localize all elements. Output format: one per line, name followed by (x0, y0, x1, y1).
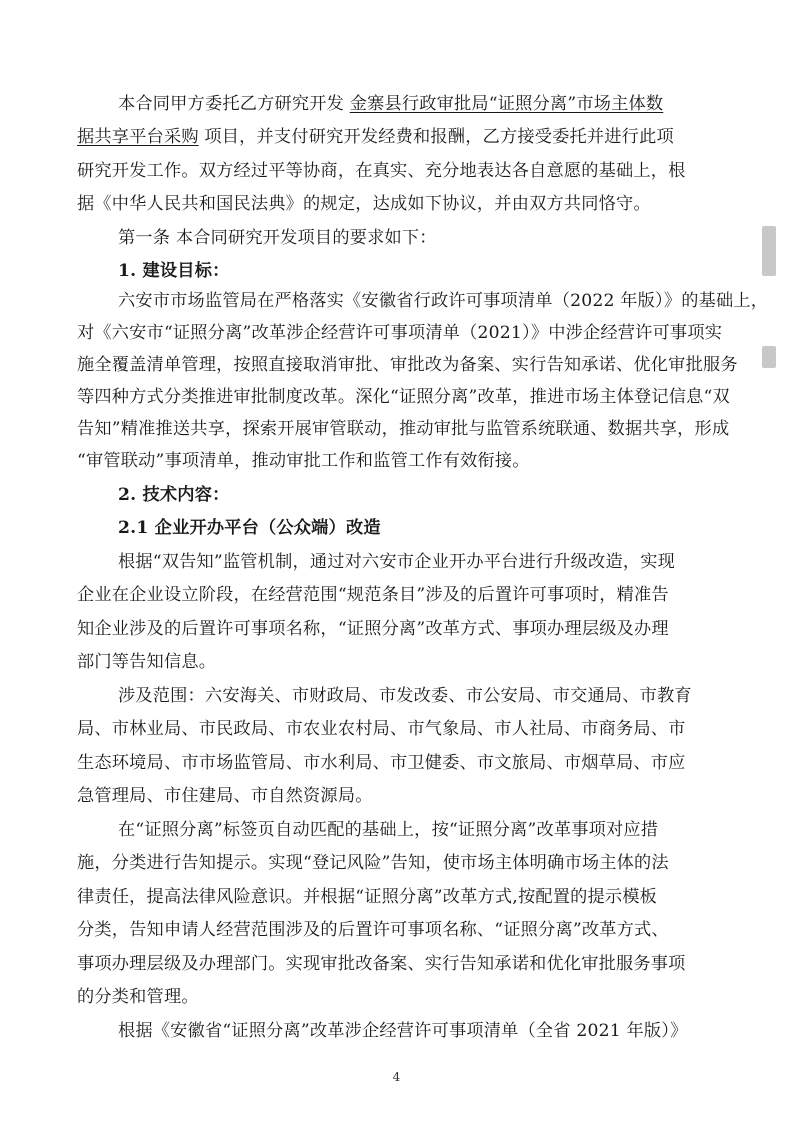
notice-line-5: 事项办理层级及办理部门。实现审批改备案、实行告知承诺和优化审批服务事项 (77, 954, 686, 974)
article-1-heading: 第一条 本合同研究开发项目的要求如下： (118, 228, 437, 248)
tech-line-2: 企业在企业设立阶段，在经营范围“规范条目”涉及的后置许可事项时，精准告 (77, 585, 669, 605)
project-name-underlined: 金寨县行政审批局“证照分离”市场主体数 (349, 94, 664, 114)
tech-line-1: 根据“双告知”监管机制，通过对六安市企业开办平台进行升级改造，实现 (118, 552, 675, 572)
scope-line-2: 局、市林业局、市民政局、市农业农村局、市气象局、市人社局、市商务局、市 (77, 719, 686, 739)
goal-line-1: 六安市市场监管局在严格落实《安徽省行政许可事项清单（2022 年版）》的基础上， (118, 291, 769, 311)
scope-line-3: 生态环境局、市市场监管局、市水利局、市卫健委、市文旅局、市烟草局、市应 (77, 753, 686, 773)
intro-text-cont: 项目，并支付研究开发经费和报酬，乙方接受委托并进行此项 (198, 127, 674, 147)
notice-line-2: 施，分类进行告知提示。实现“登记风险”告知，使市场主体明确市场主体的法 (77, 853, 669, 873)
intro-line-3: 研究开发工作。双方经过平等协商，在真实、充分地表达各自意愿的基础上，根 (77, 161, 686, 181)
intro-line-1 (118, 93, 663, 115)
basis-line-1: 根据《安徽省“证照分离”改革涉企经营许可事项清单（全省 2021 年版）》 (118, 1021, 688, 1041)
notice-line-4: 分类，告知申请人经营范围涉及的后置许可事项名称、“证照分离”改革方式、 (77, 920, 669, 940)
subsection-heading-2-1: 2.1 企业开办平台（公众端）改造 (118, 518, 381, 538)
page-number: 4 (392, 1070, 401, 1084)
tech-line-4: 部门等告知信息。 (77, 652, 217, 672)
project-name-underlined-cont: 据共享平台采购 (77, 127, 199, 147)
scope-line-1: 涉及范围：六安海关、市财政局、市发改委、市公安局、市交通局、市教育 (118, 686, 692, 706)
section-heading-1: 1. 建设目标： (118, 261, 230, 281)
goal-line-3: 施全覆盖清单管理，按照直接取消审批、审批改为备案、实行告知承诺、优化审批服务 (77, 355, 738, 375)
margin-seal-mark (762, 226, 776, 276)
goal-line-2: 对《六安市“证照分离”改革涉企经营许可事项清单（2021）》中涉企经营许可事项实 (77, 323, 723, 343)
tech-line-3: 知企业涉及的后置许可事项名称，“证照分离”改革方式、事项办理层级及办理 (77, 619, 669, 639)
notice-line-3: 律责任，提高法律风险意识。并根据“证照分离”改革方式,按配置的提示模板 (77, 887, 658, 907)
goal-line-4: 等四种方式分类推进审批制度改革。深化“证照分离”改革，推进市场主体登记信息“双 (77, 387, 730, 407)
intro-line-2 (77, 126, 674, 148)
section-heading-2: 2. 技术内容： (118, 485, 230, 505)
scope-line-4: 急管理局、市住建局、市自然资源局。 (77, 786, 373, 806)
notice-line-1: 在“证照分离”标签页自动匹配的基础上，按“证照分离”改革事项对应措 (118, 820, 659, 840)
notice-line-6: 的分类和管理。 (77, 987, 199, 1007)
margin-seal-mark (762, 346, 776, 368)
goal-line-6: “审管联动”事项清单，推动审批工作和监管工作有效衔接。 (77, 451, 530, 471)
goal-line-5: 告知”精准推送共享，探索开展审管联动，推动审批与监管系统联通、数据共享，形成 (77, 419, 730, 439)
intro-line-4: 据《中华人民共和国民法典》的规定，达成如下协议，并由双方共同恪守。 (77, 194, 651, 214)
intro-text: 本合同甲方委托乙方研究开发 (118, 94, 350, 114)
